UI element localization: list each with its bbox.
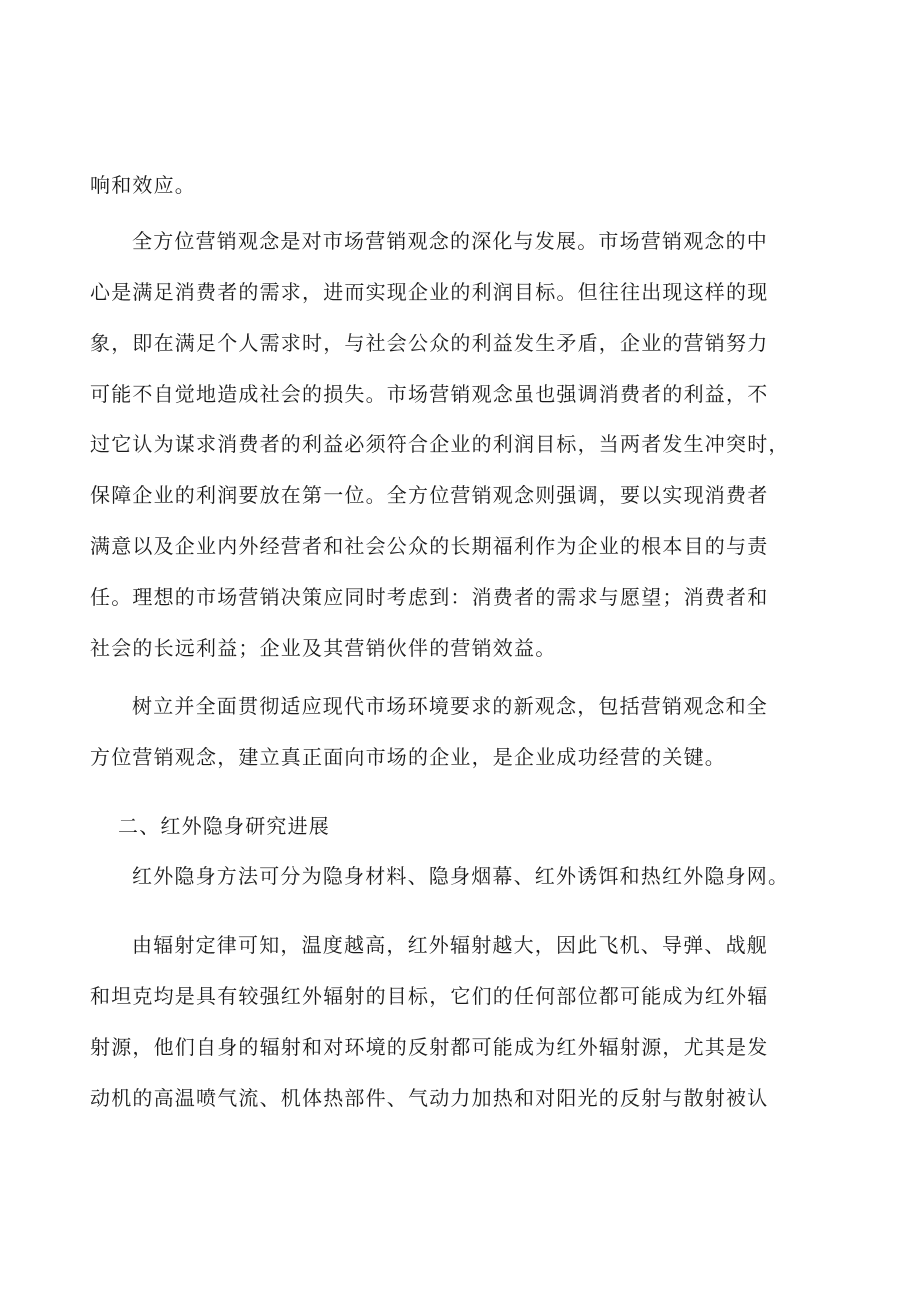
paragraph-line: 保障企业的利润要放在第一位。全方位营销观念则强调，要以实现消费者 <box>90 483 769 507</box>
paragraph-line: 动机的高温喷气流、机体热部件、气动力加热和对阳光的反射与散射被认 <box>90 1086 769 1110</box>
paragraph-line: 响和效应。 <box>90 173 196 197</box>
paragraph-line: 满意以及企业内外经营者和社会公众的长期福利作为企业的根本目的与责 <box>90 534 769 558</box>
paragraph-line: 由辐射定律可知，温度越高，红外辐射越大，因此飞机、导弹、战舰 <box>132 933 768 957</box>
paragraph-line: 和坦克均是具有较强红外辐射的目标，它们的任何部位都可能成为红外辐 <box>90 984 769 1008</box>
paragraph-line: 射源，他们自身的辐射和对环境的反射都可能成为红外辐射源，尤其是发 <box>90 1035 769 1059</box>
paragraph-line: 过它认为谋求消费者的利益必须符合企业的利润目标，当两者发生冲突时， <box>90 432 790 456</box>
paragraph-line: 全方位营销观念是对市场营销观念的深化与发展。市场营销观念的中 <box>132 229 768 253</box>
section-heading: 二、红外隐身研究进展 <box>118 814 330 838</box>
paragraph-line: 任。理想的市场营销决策应同时考虑到：消费者的需求与愿望；消费者和 <box>90 585 769 609</box>
paragraph-line: 社会的长远利益；企业及其营销伙伴的营销效益。 <box>90 636 557 660</box>
paragraph-line: 心是满足消费者的需求，进而实现企业的利润目标。但往往出现这样的现 <box>90 280 769 304</box>
paragraph-line: 可能不自觉地造成社会的损失。市场营销观念虽也强调消费者的利益，不 <box>90 382 769 406</box>
paragraph-line: 象，即在满足个人需求时，与社会公众的利益发生矛盾，企业的营销努力 <box>90 331 769 355</box>
paragraph-line: 树立并全面贯彻适应现代市场环境要求的新观念，包括营销观念和全 <box>132 694 768 718</box>
paragraph-line: 红外隐身方法可分为隐身材料、隐身烟幕、红外诱饵和热红外隐身网。 <box>132 864 790 888</box>
paragraph-line: 方位营销观念，建立真正面向市场的企业，是企业成功经营的关键。 <box>90 745 726 769</box>
